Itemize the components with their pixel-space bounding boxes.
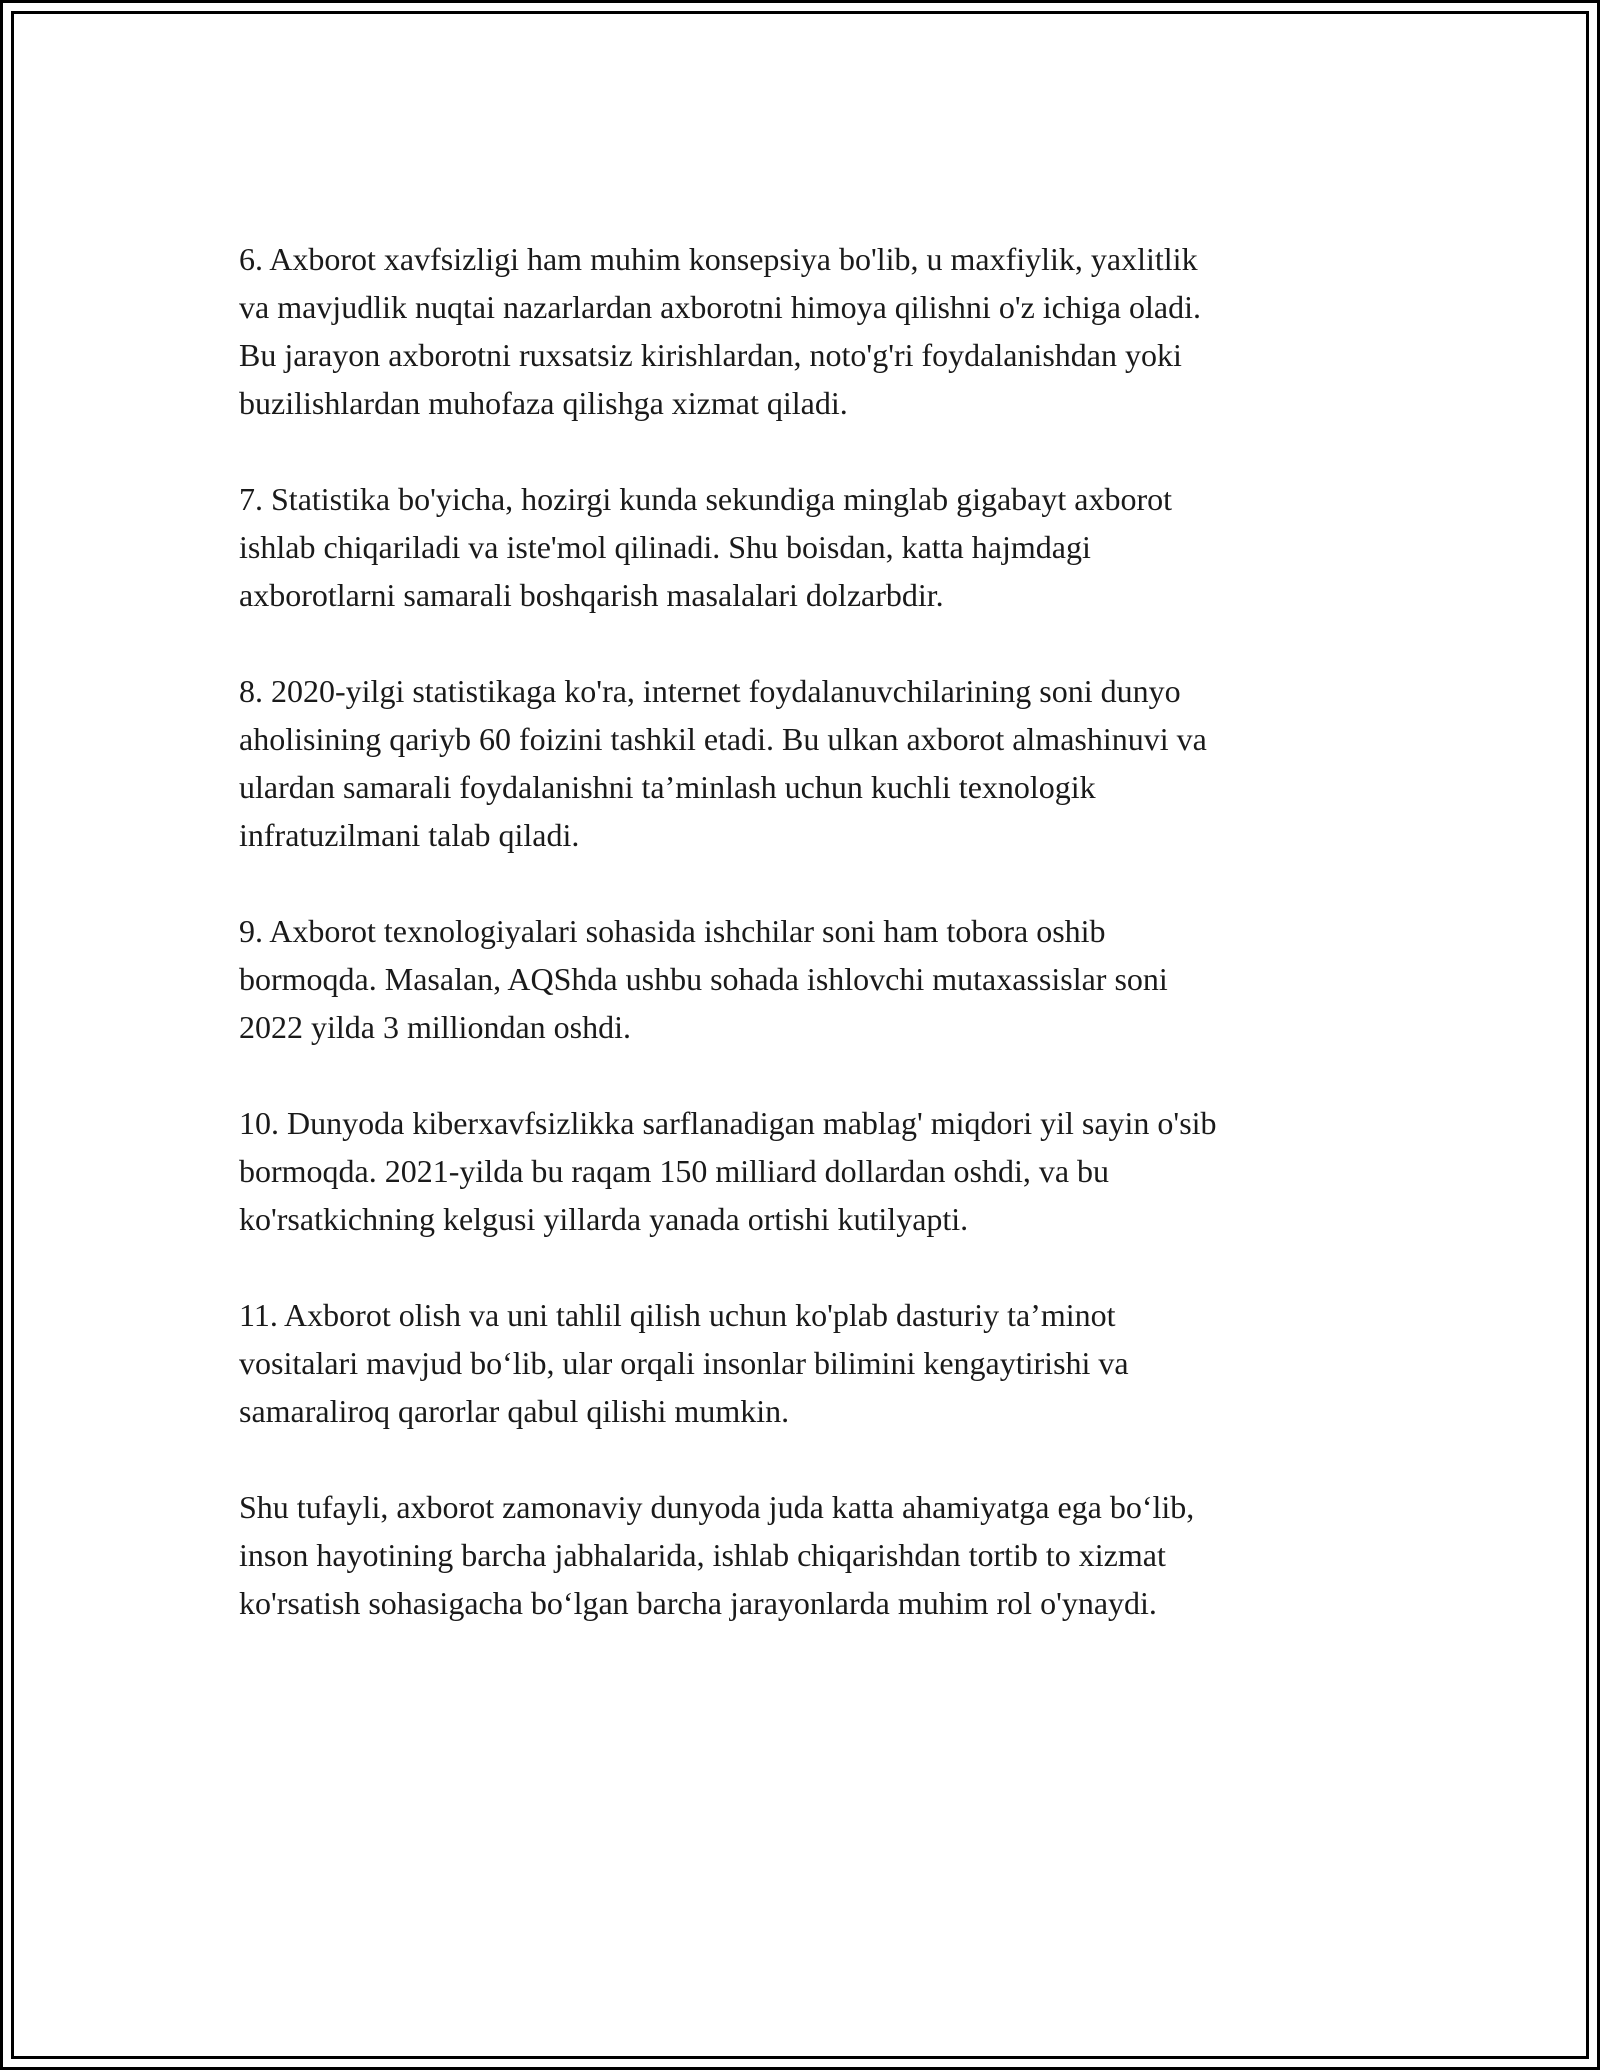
text-line: vositalari mavjud bo‘lib, ular orqali insonlar bilimini kengaytirishi va	[239, 1345, 1129, 1381]
text-line: va mavjudlik nuqtai nazarlardan axborotni himoya qilishni o'z ichiga oladi.	[239, 289, 1201, 325]
paragraph-6-information-security	[239, 235, 1379, 427]
text-line: ko'rsatkichning kelgusi yillarda yanada ortishi kutilyapti.	[239, 1201, 969, 1237]
paragraph-9-it-workers	[239, 907, 1379, 1051]
text-line: 9. Axborot texnologiyalari sohasida ishchilar soni ham tobora oshib	[239, 913, 1106, 949]
text-line: infratuzilmani talab qiladi.	[239, 817, 580, 853]
text-line: 8. 2020-yilgi statistikaga ko'ra, internet foydalanuvchilarining soni dunyo	[239, 673, 1181, 709]
text-line: samaraliroq qarorlar qabul qilishi mumkin.	[239, 1393, 790, 1429]
text-line: ulardan samarali foydalanishni ta’minlash uchun kuchli texnologik	[239, 769, 1096, 805]
paragraph-10-cybersecurity-spending	[239, 1099, 1379, 1243]
text-line: bormoqda. 2021-yilda bu raqam 150 milliard dollardan oshdi, va bu	[239, 1153, 1110, 1189]
text-line: Shu tufayli, axborot zamonaviy dunyoda juda katta ahamiyatga ega bo‘lib,	[239, 1489, 1195, 1525]
text-line: 11. Axborot olish va uni tahlil qilish uchun ko'plab dasturiy ta’minot	[239, 1297, 1116, 1333]
text-line: inson hayotining barcha jabhalarida, ishlab chiqarishdan tortib to xizmat	[239, 1537, 1166, 1573]
text-line: aholisining qariyb 60 foizini tashkil etadi. Bu ulkan axborot almashinuvi va	[239, 721, 1207, 757]
document-body	[239, 235, 1379, 1675]
text-line: buzilishlardan muhofaza qilishga xizmat qiladi.	[239, 385, 848, 421]
paragraph-11-software-tools	[239, 1291, 1379, 1435]
text-line: 2022 yilda 3 milliondan oshdi.	[239, 1009, 631, 1045]
text-line: axborotlarni samarali boshqarish masalalari dolzarbdir.	[239, 577, 944, 613]
text-line: ko'rsatish sohasigacha bo‘lgan barcha jarayonlarda muhim rol o'ynaydi.	[239, 1585, 1157, 1621]
paragraph-7-statistics	[239, 475, 1379, 619]
text-line: 7. Statistika bo'yicha, hozirgi kunda sekundiga minglab gigabayt axborot	[239, 481, 1172, 517]
text-line: 10. Dunyoda kiberxavfsizlikka sarflanadigan mablag' miqdori yil sayin o'sib	[239, 1105, 1217, 1141]
paragraph-conclusion	[239, 1483, 1379, 1627]
text-line: Bu jarayon axborotni ruxsatsiz kirishlardan, noto'g'ri foydalanishdan yoki	[239, 337, 1182, 373]
text-line: ishlab chiqariladi va iste'mol qilinadi. Shu boisdan, katta hajmdagi	[239, 529, 1091, 565]
text-line: bormoqda. Masalan, AQShda ushbu sohada ishlovchi mutaxassislar soni	[239, 961, 1168, 997]
paragraph-8-internet-users	[239, 667, 1379, 859]
text-line: 6. Axborot xavfsizligi ham muhim konsepsiya bo'lib, u maxfiylik, yaxlitlik	[239, 241, 1198, 277]
